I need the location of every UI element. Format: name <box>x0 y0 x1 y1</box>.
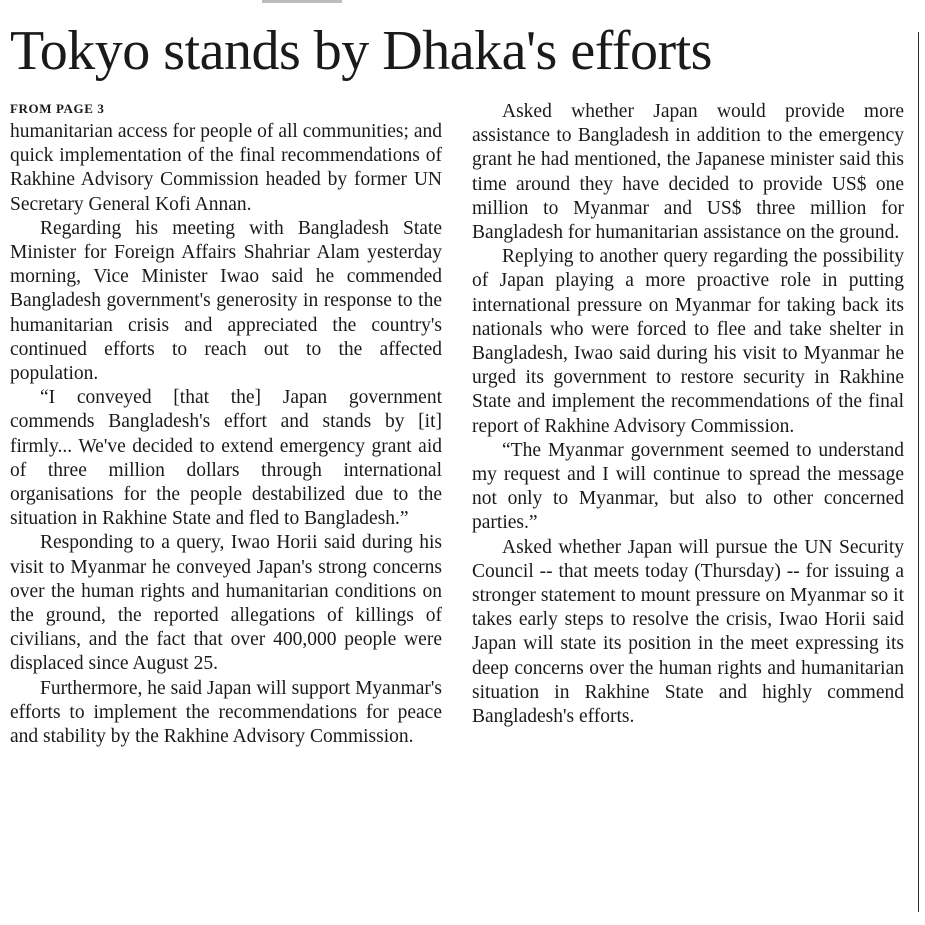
top-edge-mark <box>262 0 342 3</box>
paragraph: Responding to a query, Iwao Horii said during his visit to Myanmar he conveyed Japan's strong concerns over the human rights and humanitarian conditions on the ground, the reported allegations of killings of civilians, and the fact that over 400,000 people were displaced since August 25. <box>10 532 442 675</box>
paragraph: Asked whether Japan will pursue the UN Security Council -- that meets today (Thursday) -- for issuing a stronger statement to mount pressure on Myanmar so it takes early steps to resolve the crisis, Iwao Horii said Japan will state its position in the meet expressing its deep concerns over the human rights and humanitarian situation in Rakhine State and highly commend Bangladesh's efforts. <box>472 536 904 728</box>
jump-line: FROM PAGE 3 <box>10 101 105 116</box>
paragraph: Replying to another query regarding the possibility of Japan playing a more proactive role in putting international pressure on Myanmar for taking back its nationals who were forced to flee and take shelter in Bangladesh, Iwao said during his visit to Myanmar he urged its government to restore security in Rakhine State and implement the recommendations of the final report of Rakhine Advisory Commission. <box>472 246 904 437</box>
paragraph: “I conveyed [that the] Japan government commends Bangladesh's effort and stands by [it] firmly... We've decided to extend emergency grant aid of three million dollars through international organisations for the people destabilized due to the situation in Rakhine State and fled to Bangladesh.” <box>10 387 442 530</box>
column-rule <box>918 32 919 912</box>
right-column <box>472 100 904 729</box>
paragraph: “The Myanmar government seemed to understand my request and I will continue to spread the message not only to Myanmar, but also to other concerned parties.” <box>472 439 904 534</box>
left-column <box>10 100 442 749</box>
paragraph: Regarding his meeting with Bangladesh State Minister for Foreign Affairs Shahriar Alam yesterday morning, Vice Minister Iwao said he commended Bangladesh government's generosity in response to the humanitarian crisis and appreciated the country's continued efforts to reach out to the affected population. <box>10 217 442 385</box>
headline: Tokyo stands by Dhaka's efforts <box>10 20 712 82</box>
paragraph: humanitarian access for people of all communities; and quick implementation of the final recommendations of Rakhine Advisory Commission headed by former UN Secretary General Kofi Annan. <box>10 121 442 215</box>
paragraph: Asked whether Japan would provide more assistance to Bangladesh in addition to the emergency grant he had mentioned, the Japanese minister said this time around they have decided to provide US$ one million to Myanmar and US$ three million for Bangladesh for humanitarian assistance on the ground. <box>472 101 904 244</box>
paragraph: Furthermore, he said Japan will support Myanmar's efforts to implement the recommendations for peace and stability by the Rakhine Advisory Commission. <box>10 677 442 748</box>
